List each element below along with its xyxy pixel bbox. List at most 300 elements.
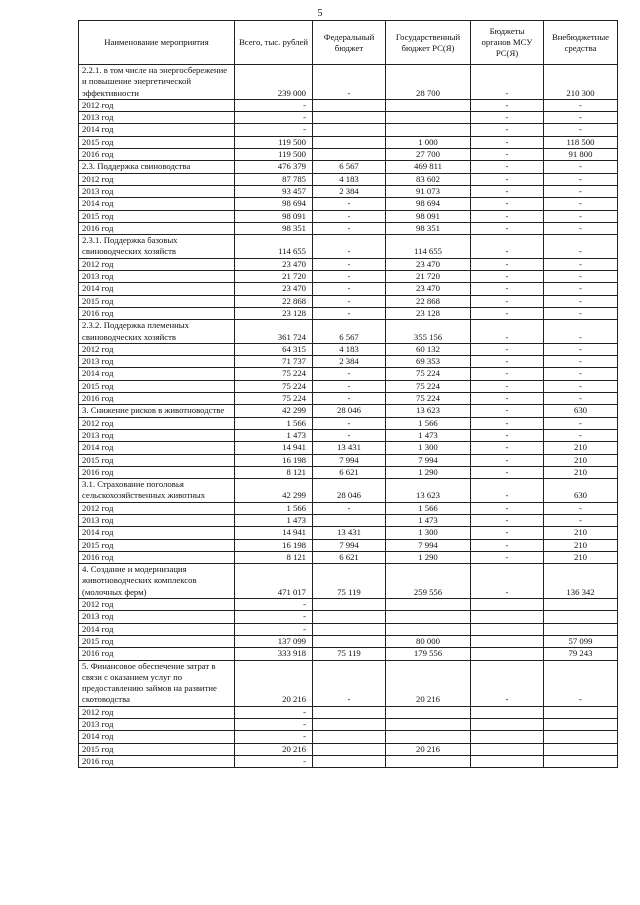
cell-federal: -: [313, 198, 386, 210]
cell-state: 13 623: [386, 479, 471, 503]
cell-state: 1 300: [386, 442, 471, 454]
table-row: [79, 307, 618, 319]
table-row: [79, 417, 618, 429]
row-name: 2013 год: [79, 514, 235, 526]
row-name: 2015 год: [79, 136, 235, 148]
table-row: [79, 198, 618, 210]
table-row: [79, 743, 618, 755]
cell-federal: [313, 99, 386, 111]
budget-table: [78, 20, 618, 768]
row-name: 2016 год: [79, 222, 235, 234]
cell-offbudget: -: [544, 161, 618, 173]
cell-municipal: -: [471, 258, 544, 270]
cell-federal: -: [313, 258, 386, 270]
header-state: Государственный бюджет РС(Я): [386, 21, 471, 65]
cell-state: [386, 124, 471, 136]
cell-federal: 6 567: [313, 161, 386, 173]
row-name: 2012 год: [79, 99, 235, 111]
cell-total: -: [235, 731, 313, 743]
cell-state: 1 566: [386, 417, 471, 429]
cell-federal: [313, 706, 386, 718]
cell-federal: [313, 149, 386, 161]
cell-state: 91 073: [386, 185, 471, 197]
cell-total: -: [235, 706, 313, 718]
cell-state: 75 224: [386, 380, 471, 392]
cell-total: -: [235, 755, 313, 767]
table-row: [79, 136, 618, 148]
cell-state: [386, 731, 471, 743]
cell-municipal: -: [471, 136, 544, 148]
row-name: 2016 год: [79, 551, 235, 563]
cell-state: 75 224: [386, 393, 471, 405]
cell-federal: 75 119: [313, 648, 386, 660]
cell-state: [386, 599, 471, 611]
cell-municipal: -: [471, 514, 544, 526]
cell-municipal: -: [471, 283, 544, 295]
cell-total: 42 299: [235, 405, 313, 417]
table-row: [79, 271, 618, 283]
cell-total: -: [235, 112, 313, 124]
cell-offbudget: -: [544, 429, 618, 441]
header-name: Наименование мероприятия: [79, 21, 235, 65]
row-name: 2013 год: [79, 429, 235, 441]
cell-state: 7 994: [386, 539, 471, 551]
table-row: [79, 343, 618, 355]
cell-offbudget: 210: [544, 551, 618, 563]
row-name: 4. Создание и модернизация животноводческих комплексов (молочных ферм): [79, 564, 235, 599]
row-name: 2.2.1. в том числе на энергосбережение и повышение энергетической эффективности: [79, 65, 235, 100]
cell-offbudget: 210: [544, 454, 618, 466]
cell-total: 16 198: [235, 454, 313, 466]
row-name: 2015 год: [79, 295, 235, 307]
cell-offbudget: -: [544, 295, 618, 307]
cell-state: 28 700: [386, 65, 471, 100]
row-name: 2012 год: [79, 502, 235, 514]
cell-offbudget: 79 243: [544, 648, 618, 660]
cell-total: 98 091: [235, 210, 313, 222]
cell-municipal: -: [471, 380, 544, 392]
cell-municipal: -: [471, 466, 544, 478]
cell-offbudget: 57 099: [544, 635, 618, 647]
row-name: 2012 год: [79, 417, 235, 429]
cell-state: 98 091: [386, 210, 471, 222]
cell-offbudget: -: [544, 343, 618, 355]
row-name: 5. Финансовое обеспечение затрат в связи с оказанием услуг по предоставлению займов на развитие скотоводства: [79, 660, 235, 706]
row-name: 2014 год: [79, 368, 235, 380]
cell-offbudget: -: [544, 307, 618, 319]
table-row: [79, 405, 618, 417]
table-body: [79, 65, 618, 768]
cell-total: 87 785: [235, 173, 313, 185]
cell-total: 361 724: [235, 320, 313, 344]
row-name: 2013 год: [79, 112, 235, 124]
cell-total: 22 868: [235, 295, 313, 307]
row-name: 2016 год: [79, 149, 235, 161]
cell-offbudget: 91 800: [544, 149, 618, 161]
cell-total: 333 918: [235, 648, 313, 660]
cell-federal: 7 994: [313, 539, 386, 551]
cell-total: 23 470: [235, 258, 313, 270]
cell-municipal: -: [471, 417, 544, 429]
cell-state: 75 224: [386, 368, 471, 380]
cell-offbudget: [544, 623, 618, 635]
cell-offbudget: -: [544, 283, 618, 295]
cell-state: 98 351: [386, 222, 471, 234]
cell-state: [386, 755, 471, 767]
cell-total: 1 566: [235, 502, 313, 514]
header-offbudget: Внебюджетные средства: [544, 21, 618, 65]
table-row: [79, 124, 618, 136]
row-name: 2014 год: [79, 198, 235, 210]
cell-offbudget: -: [544, 210, 618, 222]
row-name: 2014 год: [79, 124, 235, 136]
cell-total: 42 299: [235, 479, 313, 503]
cell-federal: 6 621: [313, 466, 386, 478]
cell-state: 20 216: [386, 743, 471, 755]
cell-total: 75 224: [235, 368, 313, 380]
table-row: [79, 660, 618, 706]
cell-total: 23 128: [235, 307, 313, 319]
cell-municipal: -: [471, 660, 544, 706]
cell-offbudget: [544, 719, 618, 731]
cell-offbudget: -: [544, 271, 618, 283]
cell-offbudget: 118 500: [544, 136, 618, 148]
cell-offbudget: [544, 743, 618, 755]
row-name: 2015 год: [79, 380, 235, 392]
cell-federal: 4 183: [313, 173, 386, 185]
table-row: [79, 112, 618, 124]
cell-total: 476 379: [235, 161, 313, 173]
row-name: 3.1. Страхование поголовья сельскохозяйственных животных: [79, 479, 235, 503]
cell-state: 22 868: [386, 295, 471, 307]
cell-municipal: [471, 648, 544, 660]
table-row: [79, 99, 618, 111]
cell-total: -: [235, 99, 313, 111]
cell-total: 119 500: [235, 136, 313, 148]
cell-offbudget: -: [544, 660, 618, 706]
cell-municipal: [471, 743, 544, 755]
row-name: 3. Снижение рисков в животноводстве: [79, 405, 235, 417]
table-row: [79, 258, 618, 270]
row-name: 2016 год: [79, 755, 235, 767]
cell-municipal: -: [471, 210, 544, 222]
cell-state: [386, 611, 471, 623]
cell-total: 119 500: [235, 149, 313, 161]
cell-state: 1 290: [386, 466, 471, 478]
cell-federal: -: [313, 660, 386, 706]
cell-federal: [313, 514, 386, 526]
cell-federal: -: [313, 210, 386, 222]
cell-offbudget: -: [544, 222, 618, 234]
cell-state: 259 556: [386, 564, 471, 599]
cell-municipal: -: [471, 502, 544, 514]
cell-total: 98 694: [235, 198, 313, 210]
cell-municipal: -: [471, 551, 544, 563]
cell-offbudget: 210: [544, 527, 618, 539]
cell-federal: 6 567: [313, 320, 386, 344]
row-name: 2012 год: [79, 706, 235, 718]
cell-federal: [313, 731, 386, 743]
cell-state: [386, 112, 471, 124]
cell-municipal: -: [471, 112, 544, 124]
table-row: [79, 648, 618, 660]
row-name: 2015 год: [79, 210, 235, 222]
cell-federal: [313, 112, 386, 124]
cell-offbudget: -: [544, 320, 618, 344]
cell-municipal: -: [471, 161, 544, 173]
cell-state: 20 216: [386, 660, 471, 706]
cell-offbudget: [544, 731, 618, 743]
cell-total: -: [235, 611, 313, 623]
cell-total: 20 216: [235, 743, 313, 755]
table-row: [79, 502, 618, 514]
cell-offbudget: -: [544, 417, 618, 429]
cell-total: -: [235, 623, 313, 635]
cell-offbudget: -: [544, 112, 618, 124]
table-row: [79, 393, 618, 405]
cell-total: 137 099: [235, 635, 313, 647]
cell-municipal: -: [471, 307, 544, 319]
cell-offbudget: -: [544, 368, 618, 380]
cell-offbudget: -: [544, 235, 618, 259]
cell-offbudget: -: [544, 380, 618, 392]
cell-federal: -: [313, 65, 386, 100]
cell-federal: -: [313, 380, 386, 392]
cell-municipal: -: [471, 320, 544, 344]
cell-federal: [313, 124, 386, 136]
cell-total: 471 017: [235, 564, 313, 599]
row-name: 2014 год: [79, 442, 235, 454]
row-name: 2016 год: [79, 466, 235, 478]
cell-municipal: -: [471, 271, 544, 283]
cell-state: 179 556: [386, 648, 471, 660]
table-row: [79, 185, 618, 197]
cell-municipal: [471, 755, 544, 767]
table-row: [79, 466, 618, 478]
cell-offbudget: 630: [544, 405, 618, 417]
cell-offbudget: 210: [544, 466, 618, 478]
cell-state: 23 128: [386, 307, 471, 319]
row-name: 2013 год: [79, 719, 235, 731]
cell-offbudget: -: [544, 198, 618, 210]
cell-municipal: [471, 611, 544, 623]
cell-offbudget: [544, 706, 618, 718]
cell-federal: [313, 611, 386, 623]
cell-municipal: -: [471, 173, 544, 185]
cell-federal: -: [313, 295, 386, 307]
cell-federal: -: [313, 502, 386, 514]
cell-state: 23 470: [386, 258, 471, 270]
table-row: [79, 611, 618, 623]
cell-total: 98 351: [235, 222, 313, 234]
cell-federal: 6 621: [313, 551, 386, 563]
cell-total: 71 737: [235, 356, 313, 368]
cell-state: 98 694: [386, 198, 471, 210]
cell-offbudget: -: [544, 99, 618, 111]
cell-offbudget: -: [544, 258, 618, 270]
cell-federal: -: [313, 393, 386, 405]
cell-state: 1 300: [386, 527, 471, 539]
table-header: [79, 21, 618, 65]
table-row: [79, 599, 618, 611]
table-row: [79, 514, 618, 526]
cell-state: 1 566: [386, 502, 471, 514]
row-name: 2012 год: [79, 343, 235, 355]
cell-total: 1 566: [235, 417, 313, 429]
cell-offbudget: -: [544, 502, 618, 514]
table-row: [79, 320, 618, 344]
cell-federal: -: [313, 271, 386, 283]
table-row: [79, 539, 618, 551]
header-municipal: Бюджеты органов МСУ РС(Я): [471, 21, 544, 65]
cell-federal: -: [313, 283, 386, 295]
cell-total: 1 473: [235, 429, 313, 441]
cell-total: 8 121: [235, 551, 313, 563]
table-row: [79, 222, 618, 234]
table-row: [79, 210, 618, 222]
table-row: [79, 295, 618, 307]
cell-federal: [313, 623, 386, 635]
cell-total: 93 457: [235, 185, 313, 197]
cell-federal: 2 384: [313, 185, 386, 197]
cell-offbudget: [544, 599, 618, 611]
table-row: [79, 479, 618, 503]
cell-state: 1 000: [386, 136, 471, 148]
cell-state: 114 655: [386, 235, 471, 259]
cell-municipal: -: [471, 454, 544, 466]
cell-federal: -: [313, 307, 386, 319]
cell-municipal: -: [471, 405, 544, 417]
page-number: 5: [317, 8, 323, 19]
table-row: [79, 527, 618, 539]
table-row: [79, 706, 618, 718]
cell-federal: [313, 743, 386, 755]
cell-municipal: -: [471, 479, 544, 503]
cell-federal: [313, 635, 386, 647]
cell-municipal: [471, 623, 544, 635]
cell-municipal: -: [471, 429, 544, 441]
row-name: 2012 год: [79, 258, 235, 270]
cell-federal: [313, 599, 386, 611]
row-name: 2014 год: [79, 527, 235, 539]
row-name: 2013 год: [79, 356, 235, 368]
header-total: Всего, тыс. рублей: [235, 21, 313, 65]
cell-municipal: -: [471, 185, 544, 197]
cell-offbudget: -: [544, 356, 618, 368]
table-row: [79, 235, 618, 259]
cell-federal: 13 431: [313, 442, 386, 454]
cell-offbudget: -: [544, 173, 618, 185]
cell-state: 69 353: [386, 356, 471, 368]
cell-federal: [313, 719, 386, 731]
row-name: 2016 год: [79, 307, 235, 319]
cell-state: 469 811: [386, 161, 471, 173]
table-row: [79, 564, 618, 599]
table-row: [79, 635, 618, 647]
cell-municipal: -: [471, 222, 544, 234]
cell-state: [386, 706, 471, 718]
cell-municipal: -: [471, 65, 544, 100]
cell-municipal: [471, 599, 544, 611]
cell-municipal: -: [471, 564, 544, 599]
cell-state: 13 623: [386, 405, 471, 417]
cell-federal: [313, 755, 386, 767]
cell-state: 7 994: [386, 454, 471, 466]
row-name: 2.3. Поддержка свиноводства: [79, 161, 235, 173]
cell-federal: -: [313, 235, 386, 259]
cell-offbudget: -: [544, 393, 618, 405]
cell-state: [386, 623, 471, 635]
table-row: [79, 755, 618, 767]
row-name: 2016 год: [79, 648, 235, 660]
cell-total: 1 473: [235, 514, 313, 526]
cell-municipal: [471, 635, 544, 647]
row-name: 2014 год: [79, 731, 235, 743]
cell-municipal: -: [471, 235, 544, 259]
cell-municipal: -: [471, 198, 544, 210]
cell-state: 83 602: [386, 173, 471, 185]
table-row: [79, 380, 618, 392]
cell-federal: 28 046: [313, 405, 386, 417]
row-name: 2013 год: [79, 611, 235, 623]
cell-municipal: -: [471, 539, 544, 551]
cell-federal: -: [313, 429, 386, 441]
cell-offbudget: 630: [544, 479, 618, 503]
cell-municipal: -: [471, 149, 544, 161]
row-name: 2015 год: [79, 454, 235, 466]
cell-municipal: -: [471, 442, 544, 454]
cell-total: 75 224: [235, 393, 313, 405]
cell-state: 27 700: [386, 149, 471, 161]
cell-federal: 2 384: [313, 356, 386, 368]
cell-total: 75 224: [235, 380, 313, 392]
cell-municipal: [471, 719, 544, 731]
table-row: [79, 368, 618, 380]
cell-federal: [313, 136, 386, 148]
cell-state: 1 473: [386, 514, 471, 526]
cell-municipal: -: [471, 368, 544, 380]
table-row: [79, 623, 618, 635]
cell-offbudget: 210: [544, 442, 618, 454]
cell-total: 114 655: [235, 235, 313, 259]
cell-state: 21 720: [386, 271, 471, 283]
cell-state: 80 000: [386, 635, 471, 647]
cell-offbudget: -: [544, 185, 618, 197]
cell-offbudget: -: [544, 124, 618, 136]
cell-total: 239 000: [235, 65, 313, 100]
cell-state: 23 470: [386, 283, 471, 295]
cell-state: [386, 719, 471, 731]
cell-offbudget: 210: [544, 539, 618, 551]
cell-total: 21 720: [235, 271, 313, 283]
cell-municipal: -: [471, 393, 544, 405]
cell-state: 60 132: [386, 343, 471, 355]
row-name: 2015 год: [79, 635, 235, 647]
table-row: [79, 356, 618, 368]
row-name: 2014 год: [79, 623, 235, 635]
table-row: [79, 454, 618, 466]
cell-federal: -: [313, 417, 386, 429]
cell-total: -: [235, 599, 313, 611]
cell-total: 16 198: [235, 539, 313, 551]
cell-state: [386, 99, 471, 111]
header-row: [79, 21, 618, 65]
cell-federal: 75 119: [313, 564, 386, 599]
cell-federal: -: [313, 222, 386, 234]
cell-federal: -: [313, 368, 386, 380]
cell-federal: 7 994: [313, 454, 386, 466]
cell-total: 20 216: [235, 660, 313, 706]
